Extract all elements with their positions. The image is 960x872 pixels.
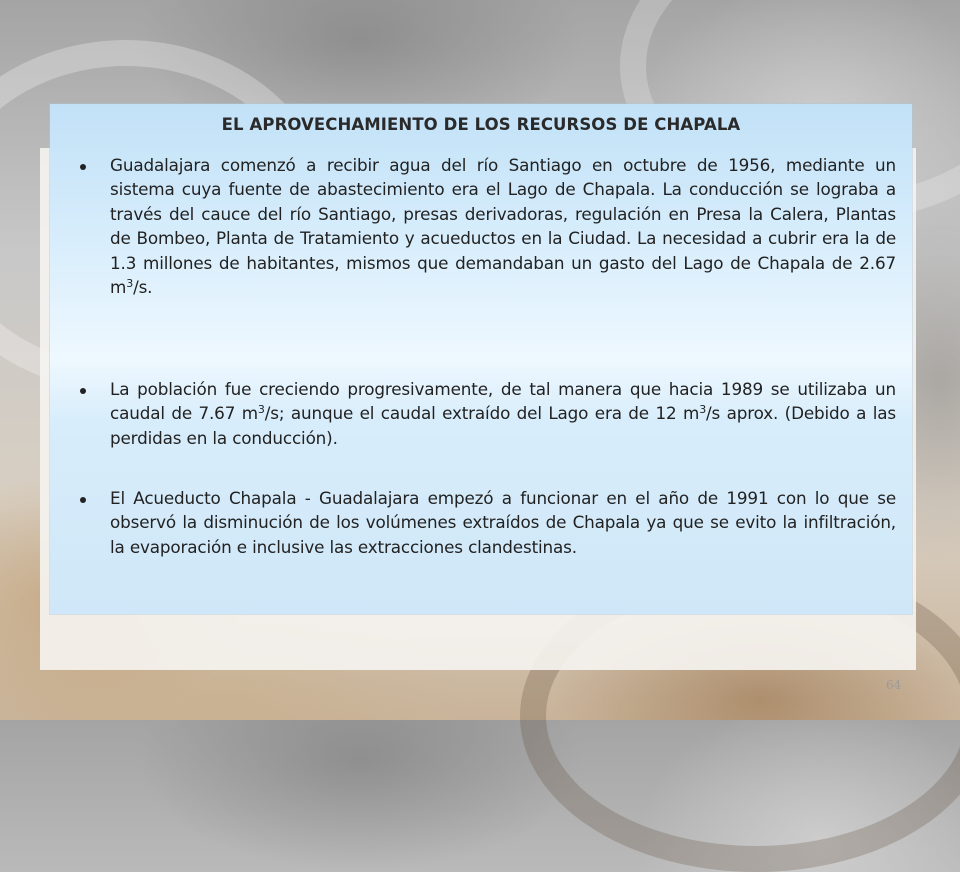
- bullet-dot-icon: [80, 497, 86, 503]
- slide-title: EL APROVECHAMIENTO DE LOS RECURSOS DE CHAPALA: [221, 115, 741, 134]
- bullet-item: [80, 153, 896, 299]
- bullet-dot-icon: [80, 164, 86, 170]
- content-box: [50, 104, 912, 614]
- bullet-text: El Acueducto Chapala - Guadalajara empezó a funcionar en el año de 1991 con lo que se observó la disminución de los volúmenes extraídos de Chapala ya que se evito la infiltración, la evaporación e inclusive las extracciones clandestinas.: [110, 488, 896, 557]
- bullet-item: [80, 486, 896, 559]
- bullet-text: Guadalajara comenzó a recibir agua del río Santiago en octubre de 1956, mediante un sistema cuya fuente de abastecimiento era el Lago de Chapala. La conducción se lograba a través del cauce del río Santiago, presas derivadoras, regulación en Presa la Calera, Plantas de Bombeo, Planta de Tratamiento y acueductos en la Ciudad. La necesidad a cubrir era la de 1.3 millones de habitantes, mismos que demandaban un gasto del Lago de Chapala de 2.67 $m^3/s$.: [110, 155, 896, 298]
- page-number: 64: [886, 678, 902, 692]
- bullet-dot-icon: [80, 388, 86, 394]
- bullet-text: La población fue creciendo progresivamente, de tal manera que hacia 1989 se utilizaba un caudal de 7.67 $m^3/s$; aunque el caudal extraído del Lago era de 12 $m^3/s$ aprox. (Debido a las perdidas en la conducción).: [110, 379, 896, 448]
- bullet-item: [80, 377, 896, 450]
